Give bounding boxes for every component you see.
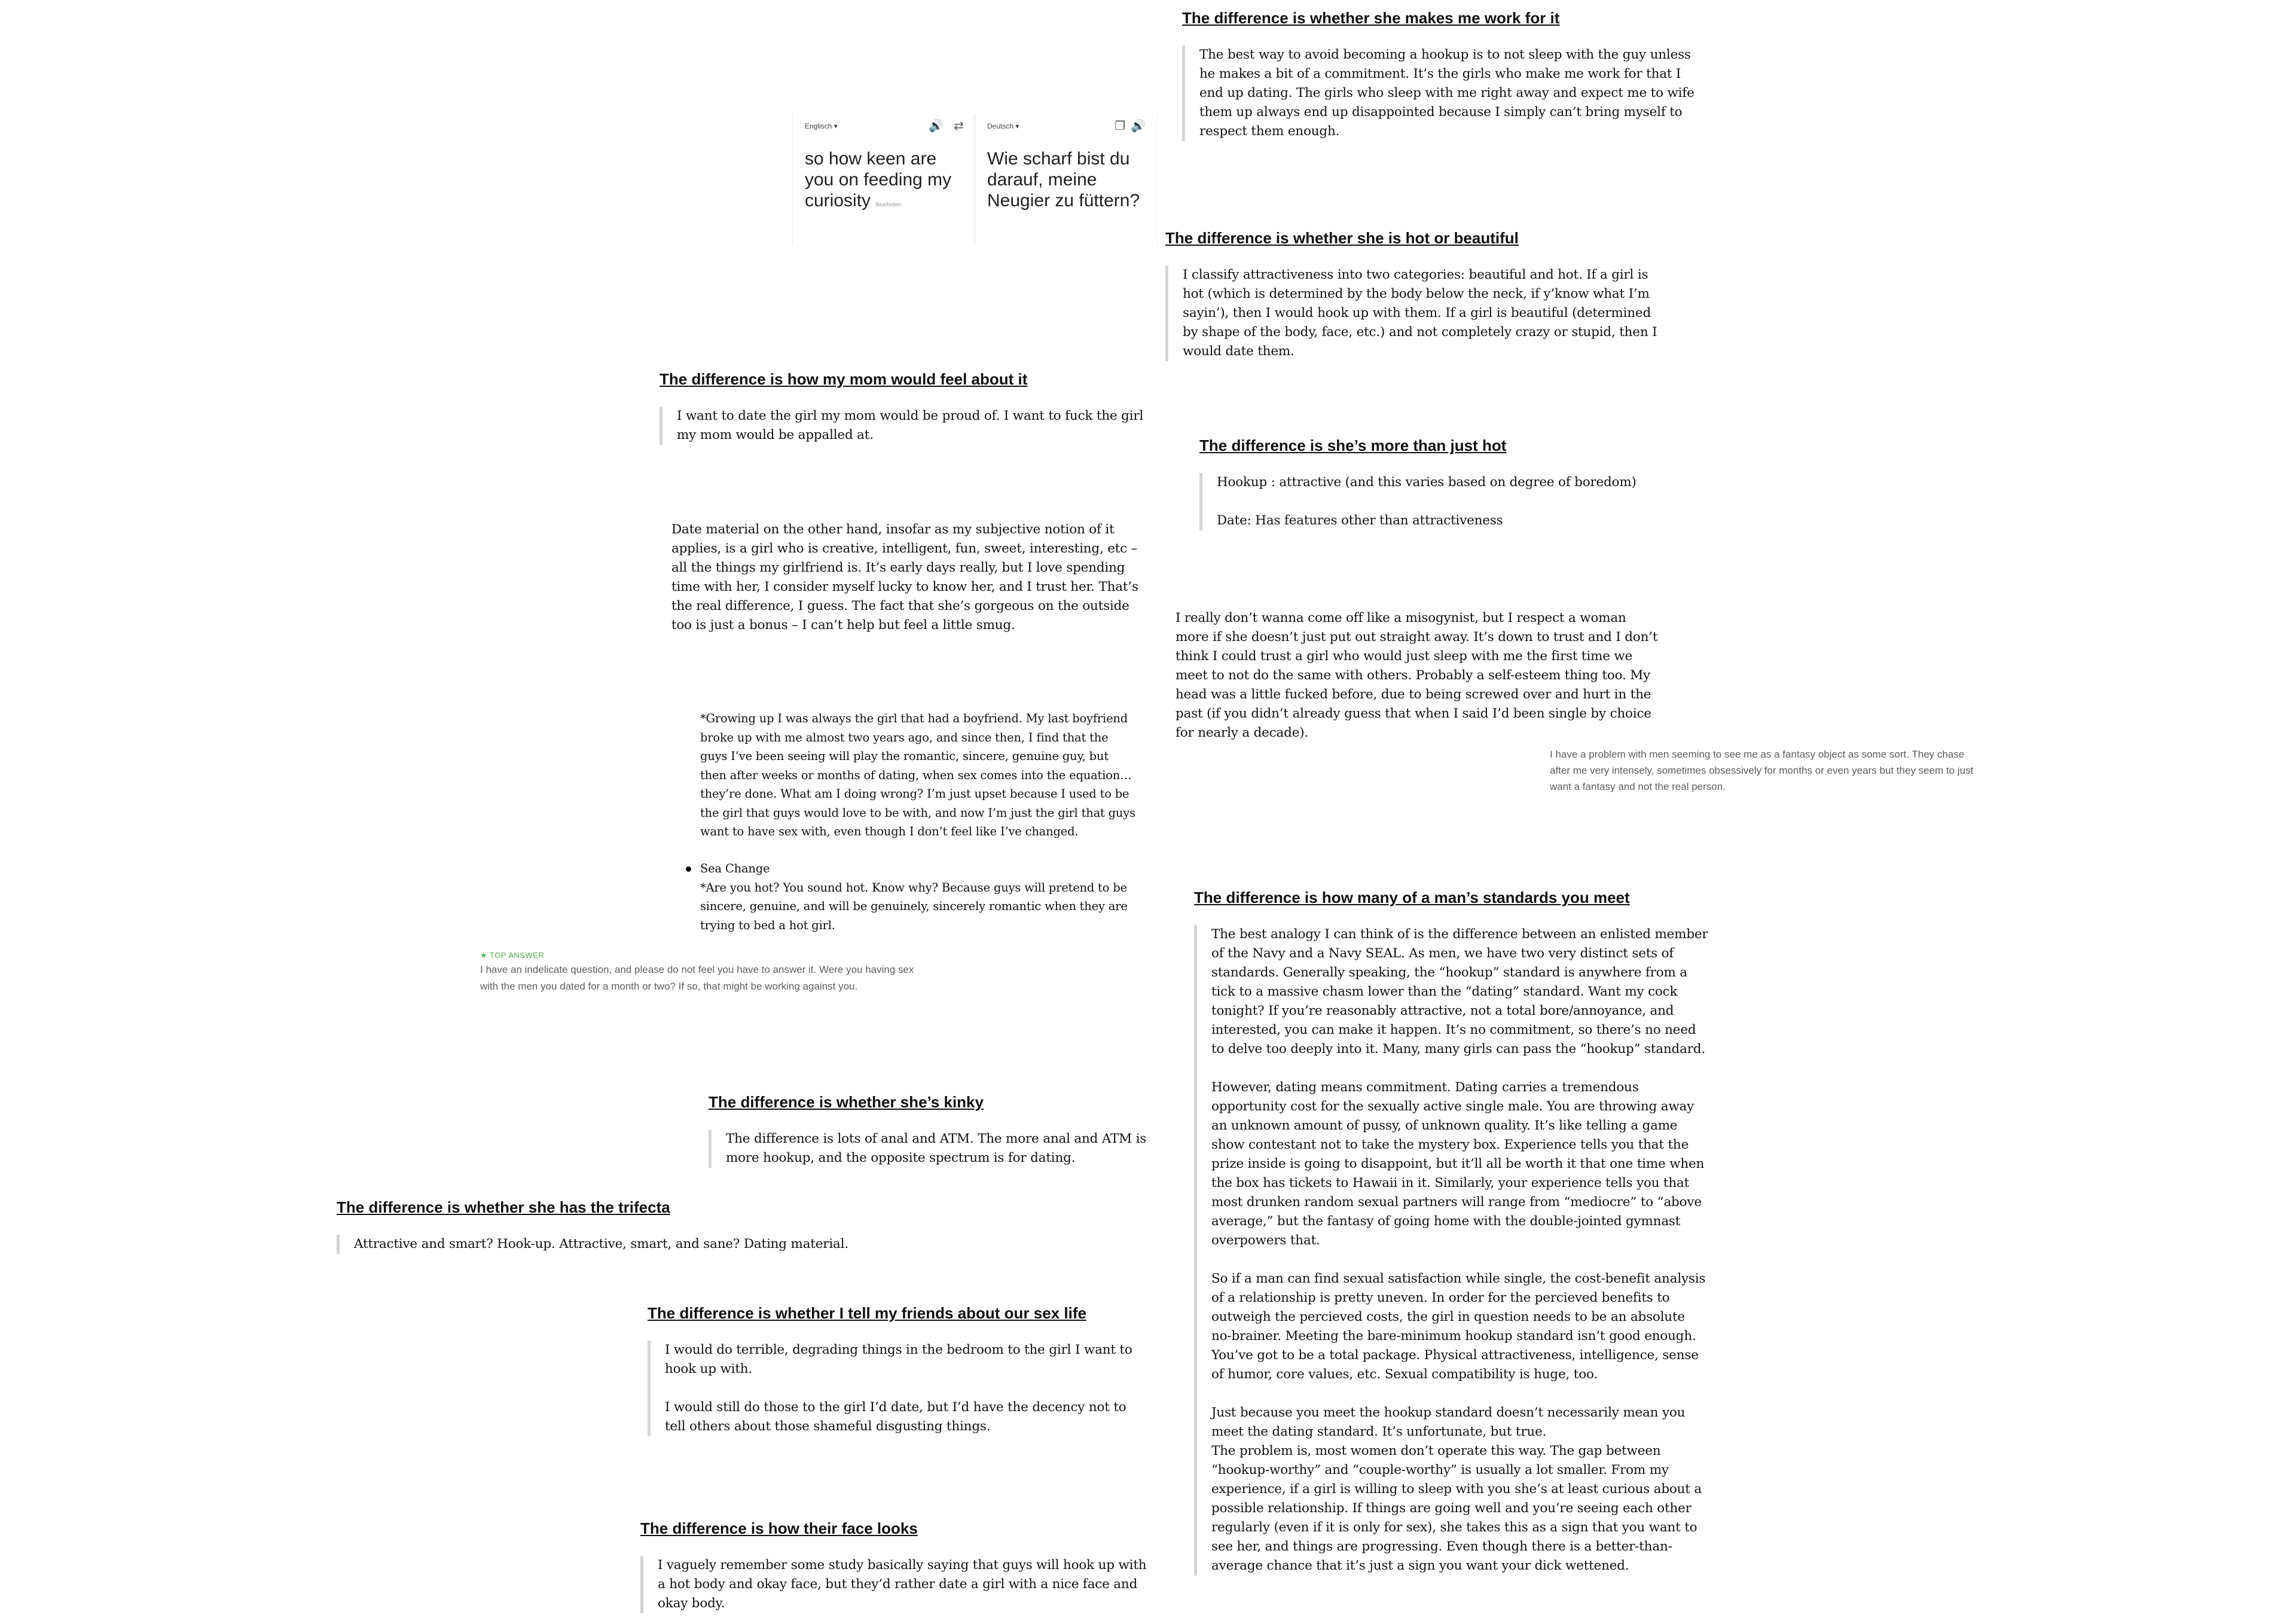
sea-change-text: *Are you hot? You sound hot. Know why? Because guys will pretend to be sincere, genuine, and will be genuinely, sincerely romantic when they are trying to bed a hot girl.	[700, 880, 1128, 932]
quote-text: I classify attractiveness into two categories: beautiful and hot. If a girl is hot (which is determined by the body below the neck, if y’know what I’m sayin’), then I would hook up with them. If a girl is beautiful (determined by shape of the body, face, etc.) and not completely crazy or stupid, then I would date them.	[1183, 267, 1657, 359]
source-language-select[interactable]: Englisch ▾	[805, 122, 838, 130]
section-standards	[1194, 888, 1708, 1576]
speaker-icon[interactable]: 🔊	[1131, 120, 1146, 133]
section-work	[1182, 8, 1702, 141]
top-answer-text: I have an indelicate question, and please do not feel you have to answer it. Were you having sex with the men you dated for a month or two? If so, that might be working against you.	[480, 964, 914, 992]
quote-block	[1182, 45, 1702, 141]
quote-paragraph: So if a man can find sexual satisfaction while single, the cost-benefit analysis of a relationship is pretty uneven. In order for the percieved benefits to outweigh the percieved costs, the girl in question needs to be an absolute no-brainer. Meeting the bare-minimum hookup standard isn’t good enough. You’ve got to be a total package. Physical attractiveness, intelligence, sense of humor, core values, etc. Sexual compatibility is huge, too.	[1211, 1271, 1706, 1382]
section-heading: The difference is how their face looks	[640, 1519, 918, 1537]
quote-paragraph: Just because you meet the hookup standard doesn’t necessarily mean you meet the dating standard. It’s unfortunate, but true.	[1211, 1405, 1686, 1439]
translate-target-text: Wie scharf bist du darauf, meine Neugier zu füttern?	[987, 149, 1140, 210]
section-heading: The difference is whether she’s kinky	[709, 1093, 984, 1111]
section-heading: The difference is whether she makes me work for it	[1182, 9, 1560, 27]
quote-text: The difference is lots of anal and ATM. The more anal and ATM is more hookup, and the opposite spectrum is for dating.	[726, 1131, 1147, 1165]
translate-widget	[792, 114, 1157, 245]
section-kinky	[709, 1092, 1163, 1168]
top-answer-label	[480, 950, 935, 961]
swap-icon[interactable]: ⇄	[954, 120, 964, 133]
quote-paragraph: I would still do those to the girl I’d date, but I’d have the decency not to tell others about those shameful disgusting things.	[665, 1400, 1126, 1434]
quote-paragraph: The problem is, most women don’t operate this way. The gap between “hookup-worthy” and “couple-worthy” is usually a lot smaller. From my experience, if a girl is willing to sleep with you she’s at least curious about a possible relationship. If things are going well and you’re seeing each other regularly (even if it is only for sex), she takes this as a sign that you want to see her, and things are progressing. Even though there is a better-than-average chance that it’s just a sign you want your dick wettened.	[1211, 1443, 1702, 1573]
section-heading: The difference is whether she is hot or beautiful	[1165, 229, 1519, 247]
quote-text: The best way to avoid becoming a hookup is to not sleep with the guy unless he makes a bit of a commitment. It’s the girls who make me work for that I end up dating. The girls who sleep with me right away and expect me to wife them up always end up disappointed because I simply can’t bring myself to respect them enough.	[1199, 47, 1694, 139]
quote-block	[1199, 473, 1690, 530]
sea-change-name: Sea Change	[700, 862, 770, 875]
quote-paragraph: However, dating means commitment. Dating carries a tremendous opportunity cost for the sexually active single male. You are throwing away an unknown amount of pussy, of unknown quality. It’s like telling a game show contestant not to take the mystery box. Experience tells you that the prize inside is going to disappoint, but it’ll all be worth it that one time when the box has tickets to Hawaii in it. Similarly, your experience tells you that most drunken random sexual partners will range from “mediocre” to “above average,” but the fantasy of going home with the double-jointed gymnast overpowers that.	[1211, 1080, 1705, 1248]
bullet-dot	[686, 866, 691, 872]
quote-text: I want to date the girl my mom would be proud of. I want to fuck the girl my mom would be appalled at.	[677, 408, 1144, 442]
source-text: so how keen are you on feeding my curiosity	[805, 149, 952, 210]
section-more-than-hot	[1199, 436, 1690, 530]
sea-change-block	[700, 859, 1137, 935]
quote-block	[709, 1130, 1163, 1168]
date-material-paragraph: Date material on the other hand, insofar as my subjective notion of it applies, is a girl who is creative, intelligent, fun, sweet, interesting, etc – all the things my girlfriend is. It’s early days really, but I love spending time with her, I consider myself lucky to know her, and I trust her. That’s the real difference, I guess. The fact that she’s gorgeous on the outside too is just a bonus – I can’t help but feel a little smug.	[671, 522, 1138, 633]
section-friends	[648, 1304, 1150, 1436]
translate-target-pane	[975, 114, 1157, 245]
source-language-label: Englisch	[805, 122, 832, 130]
star-icon: ★	[480, 951, 488, 960]
section-face	[640, 1519, 1149, 1613]
top-answer-label-text: TOP ANSWER	[490, 951, 545, 960]
target-language-select[interactable]: Deutsch ▾	[987, 122, 1019, 130]
quote-paragraph: The best analogy I can think of is the difference between an enlisted member of the Navy and a Navy SEAL. As men, we have two very distinct sets of standards. Generally speaking, the “hookup” standard is anywhere from a tick to a massive chasm lower than the “dating” standard. Want my cock tonight? If you’re reasonably attractive, not a total bore/annoyance, and interested, you can make it happen. It’s no commitment, so there’s no need to delve too deeply into it. Many, many girls can pass the “hookup” standard.	[1211, 927, 1708, 1057]
section-trifecta	[337, 1198, 875, 1254]
quote-block	[337, 1235, 875, 1254]
quote-block	[660, 407, 1150, 445]
quote-block	[648, 1341, 1150, 1436]
section-heading: The difference is how many of a man’s standards you meet	[1194, 889, 1630, 906]
target-language-label: Deutsch	[987, 122, 1014, 130]
copy-icon[interactable]: ❐	[1115, 120, 1125, 133]
section-heading: The difference is she’s more than just hot	[1199, 436, 1507, 454]
section-hot	[1165, 228, 1668, 361]
section-heading: The difference is how my mom would feel about it	[660, 370, 1028, 388]
section-mom	[660, 370, 1150, 445]
quote-block	[1194, 925, 1708, 1576]
quote-block	[640, 1556, 1149, 1613]
translate-source-text[interactable]	[805, 148, 966, 215]
quote-block	[1165, 265, 1668, 361]
misogynist-paragraph: I really don’t wanna come off like a misogynist, but I respect a woman more if she doesn’t just put out straight away. It’s down to trust and I don’t think I could trust a girl who would just sleep with me the first time we meet to not do the same with others. Probably a self-esteem thing too. My head was a little fucked before, due to being screwed over and hurt in the past (if you didn’t already guess that when I said I’d been single by choice for nearly a decade).	[1176, 610, 1658, 740]
speaker-icon[interactable]: 🔊	[929, 120, 944, 133]
edit-tag[interactable]: Bearbeiten	[875, 202, 902, 207]
growing-up-paragraph: *Growing up I was always the girl that had a boyfriend. My last boyfriend broke up with me almost two years ago, and since then, I find that the guys I’ve been seeing will play the romantic, sincere, genuine guy, but then after weeks or months of dating, when sex comes into the equation… they’re done. What am I doing wrong? I’m just upset because I used to be the girl that guys would love to be with, and now I’m just the girl that guys want to have sex with, even though I don’t feel like I’ve changed.	[700, 712, 1135, 838]
section-heading: The difference is whether she has the trifecta	[337, 1198, 670, 1216]
quote-text: Attractive and smart? Hook-up. Attractive, smart, and sane? Dating material.	[354, 1237, 848, 1251]
translate-source-pane	[792, 114, 975, 245]
section-heading: The difference is whether I tell my friends about our sex life	[648, 1304, 1086, 1322]
quote-line: Date: Has features other than attractiveness	[1217, 513, 1503, 528]
list-item	[700, 859, 1137, 935]
quote-line: Hookup : attractive (and this varies based on degree of boredom)	[1217, 475, 1636, 490]
top-answer-block	[480, 950, 935, 995]
quote-text: I vaguely remember some study basically saying that guys will hook up with a hot body and okay face, but they’d rather date a girl with a nice face and okay body.	[658, 1558, 1147, 1611]
quote-paragraph: I would do terrible, degrading things in the bedroom to the girl I want to hook up with.	[665, 1342, 1132, 1376]
fantasy-paragraph: I have a problem with men seeming to see me as a fantasy object as some sort. They chase after me very intensely, sometimes obsessively for months or even years but they seem to just want a fantasy and not the real person.	[1550, 749, 1974, 792]
